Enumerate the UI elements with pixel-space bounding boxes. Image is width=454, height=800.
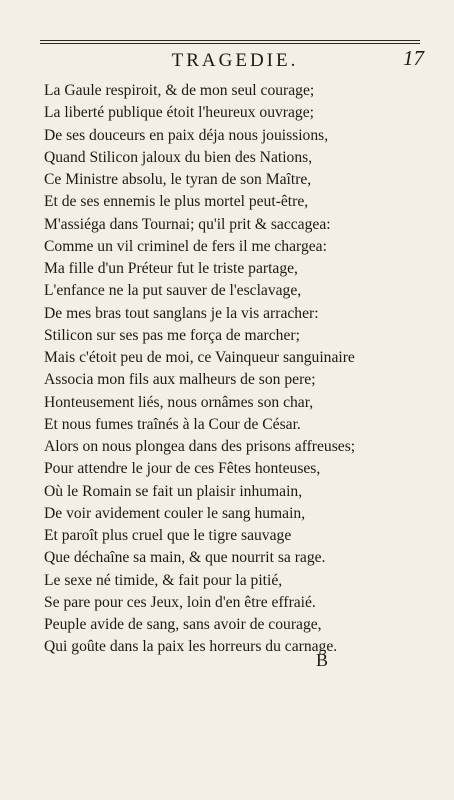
signature-mark: B — [316, 650, 329, 670]
verse-line: Et nous fumes traînés à la Cour de César. — [44, 415, 301, 433]
running-title: TRAGEDIE. — [171, 50, 299, 71]
verse-line: Et paroît plus cruel que le tigre sauvage — [44, 527, 292, 544]
verse-line: L'enfance ne la put sauver de l'esclavage, — [44, 282, 302, 300]
verse-line: Ce Ministre absolu, le tyran de son Maître, — [44, 171, 312, 188]
verse-line: Peuple avide de sang, sans avoir de courage, — [44, 616, 322, 633]
header-rule — [40, 40, 420, 41]
verse-line: Pour attendre le jour de ces Fêtes honteuses, — [44, 460, 321, 478]
verse-line: De ses douceurs en paix déja nous jouissions, — [44, 126, 329, 144]
verse-line: De voir avidement couler le sang humain, — [44, 504, 306, 522]
verse-line: Se pare pour ces Jeux, loin d'en être effraié. — [44, 593, 316, 611]
verse-line: La liberté publique étoit l'heureux ouvrage; — [44, 104, 314, 122]
verse-line: Et de ses ennemis le plus mortel peut-être, — [44, 193, 309, 211]
verse-line: Alors on nous plongea dans des prisons affreuses; — [44, 438, 356, 455]
verse-line: Mais c'étoit peu de moi, ce Vainqueur sanguinaire — [44, 349, 355, 366]
verse-line: Le sexe né timide, & fait pour la pitié, — [44, 571, 283, 589]
verse-line: Associa mon fils aux malheurs de son pere; — [44, 371, 316, 389]
verse-line: Comme un vil criminel de fers il me chargea: — [44, 237, 327, 255]
verse-line: Où le Romain se fait un plaisir inhumain, — [44, 482, 303, 500]
header-rule-secondary — [40, 43, 420, 44]
verse-block — [44, 80, 434, 659]
verse-line: Honteusement liés, nous ornâmes son char, — [44, 393, 314, 411]
verse-line: Qui goûte dans la paix les horreurs du carnage. — [44, 638, 338, 656]
page-header — [40, 46, 430, 76]
verse-line: Ma fille d'un Préteur fut le triste partage, — [44, 260, 298, 277]
verse-line: De mes bras tout sanglans je la vis arracher: — [44, 304, 319, 322]
verse-line: Stilicon sur ses pas me força de marcher; — [44, 326, 300, 344]
verse-line: La Gaule respiroit, & de mon seul courage; — [44, 82, 315, 99]
verse-line: M'assiéga dans Tournai; qu'il prit & saccagea: — [44, 215, 331, 233]
page-number: 17 — [403, 46, 424, 70]
verse-line: Que déchaîne sa main, & que nourrit sa rage. — [44, 549, 326, 567]
verse-line: Quand Stilicon jaloux du bien des Nations, — [44, 148, 313, 166]
